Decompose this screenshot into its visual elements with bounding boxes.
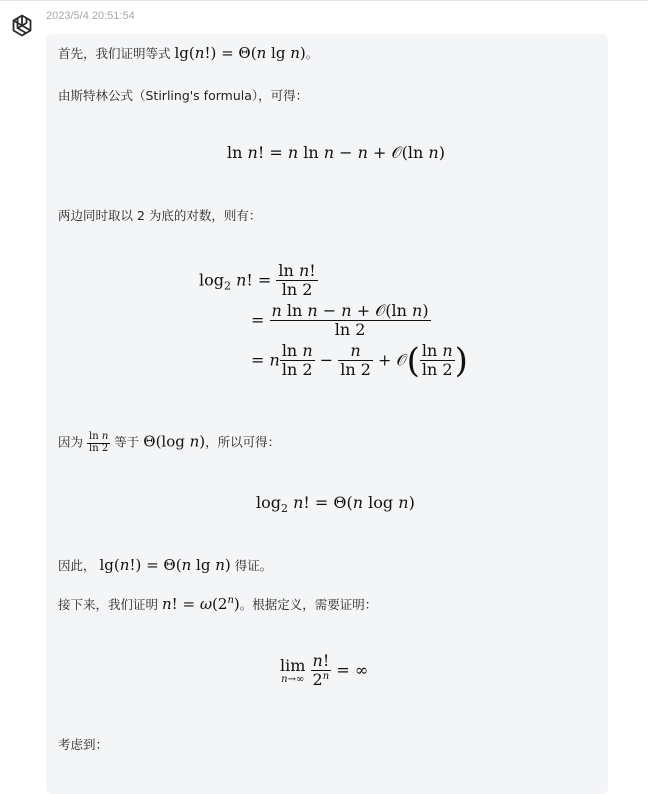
math-display-align-line-1: $\log_2 n$! = $\frac{\text{ln n!}}{\ln 2}$ <box>199 261 316 300</box>
p6-prefix: 接下来，我们证明 <box>58 597 159 612</box>
p4-mid: 等于 <box>114 434 140 450</box>
paragraph-1 <box>58 44 318 62</box>
openai-logo-icon <box>8 12 36 40</box>
p4-prefix: 因为 <box>58 434 84 450</box>
paragraph-4 <box>58 432 280 454</box>
paragraph-7: 考虑到： <box>58 737 109 752</box>
math-inline-frac: $\frac{\text{ln n}}{\ln 2}$ <box>89 431 109 454</box>
paragraph-5 <box>58 556 272 574</box>
math-display-log-result: $\log_2 n$! = Θ(n log n) <box>256 493 415 515</box>
p4-suffix: ，所以可得： <box>205 434 281 450</box>
math-display-limit: lim n→∞ $\frac{n!}{2^n}$ = ∞ <box>280 651 369 690</box>
paragraph-3: 两边同时取以 2 为底的对数，则有： <box>58 208 262 223</box>
math-inline-theta-log: Θ(log n) <box>143 432 206 451</box>
math-inline-1: lg(n!) = Θ(n lg n) <box>174 44 306 62</box>
p5-suffix: 得证。 <box>234 558 273 573</box>
paragraph-6 <box>58 595 377 613</box>
top-divider <box>0 0 648 1</box>
p1-suffix: 。 <box>305 46 319 61</box>
paragraph-2: 由斯特林公式（Stirling's formula），可得： <box>58 88 309 103</box>
message-timestamp: 2023/5/4 20:51:54 <box>46 10 135 22</box>
p5-prefix: 因此， <box>58 558 96 573</box>
math-inline-omega: n! = $\omega(2^n)$ <box>162 595 240 613</box>
math-display-stirling: ln n! = n ln n − n + 𝒪(ln n) <box>227 143 445 162</box>
math-display-align-line-2: = $\frac{\text{n ln n − n + 𝒪(ln n)}}{\ln 2}$ <box>251 301 429 340</box>
p1-prefix: 首先，我们证明等式 <box>58 46 171 61</box>
p6-suffix: 。根据定义，需要证明： <box>239 597 378 612</box>
math-inline-2: lg(n!) = Θ(n lg n) <box>99 556 231 574</box>
math-display-align-line-3: = n $\frac{\text{ln n}}{\ln 2}$ − $\frac{n}{\ln 2}$ + 𝒪( $\frac{\text{ln n}}{\ln 2}$ ) <box>251 340 468 381</box>
